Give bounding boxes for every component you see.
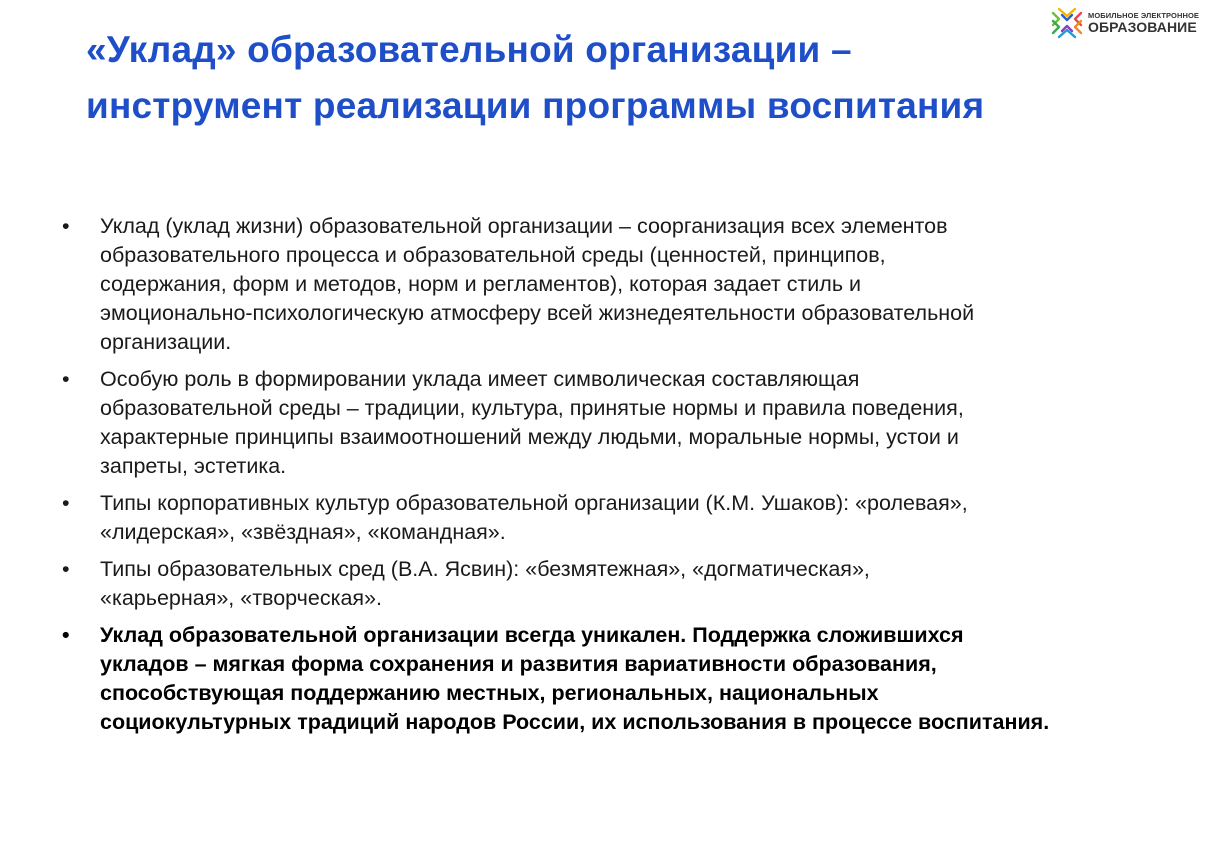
bullet-text-line: характерные принципы взаимоотношений между людьми, моральные нормы, устои и bbox=[100, 425, 959, 449]
mobile-education-logo-icon bbox=[1048, 4, 1086, 42]
bullet-marker: • bbox=[62, 557, 70, 581]
logo-caption-big: ОБРАЗОВАНИЕ bbox=[1088, 19, 1197, 35]
bullet-text-line: запреты, эстетика. bbox=[100, 454, 287, 478]
bullet-text-line: содержания, форм и методов, норм и регламентов), которая задает стиль и bbox=[100, 272, 862, 296]
bullet-marker: • bbox=[62, 214, 70, 238]
bullet-text-line: образовательной среды – традиции, культура, принятые нормы и правила поведения, bbox=[100, 396, 964, 420]
logo-caption-small: МОБИЛЬНОЕ ЭЛЕКТРОННОЕ bbox=[1088, 11, 1200, 20]
bullet-text-line: организации. bbox=[100, 330, 232, 354]
bullet-text-line: укладов – мягкая форма сохранения и развития вариативности образования, bbox=[100, 652, 937, 676]
bullet-text-line: Особую роль в формировании уклада имеет символическая составляющая bbox=[100, 367, 860, 391]
bullet-marker: • bbox=[62, 623, 70, 647]
bullet-text bbox=[100, 365, 1140, 481]
bullet-text-line: Типы корпоративных культур образовательной организации (К.М. Ушаков): «ролевая», bbox=[100, 491, 968, 515]
bullet-text-line: Типы образовательных сред (В.А. Ясвин): «безмятежная», «догматическая», bbox=[100, 557, 870, 581]
bullet-text bbox=[100, 212, 1140, 357]
bullet-text-line: Уклад образовательной организации всегда уникален. Поддержка сложившихся bbox=[100, 623, 964, 647]
brand-logo bbox=[1048, 4, 1200, 44]
bullet-list bbox=[60, 212, 1140, 745]
bullet-text bbox=[100, 489, 1140, 547]
bullet-text-line: способствующая поддержанию местных, региональных, национальных bbox=[100, 681, 879, 705]
bullet-text-line: «карьерная», «творческая». bbox=[100, 586, 382, 610]
bullet-text bbox=[100, 555, 1140, 613]
bullet-marker: • bbox=[62, 367, 70, 391]
bullet-text-line: образовательного процесса и образовательной среды (ценностей, принципов, bbox=[100, 243, 886, 267]
slide-title-line-2: инструмент реализации программы воспитания bbox=[86, 85, 985, 126]
bullet-text-line: «лидерская», «звёздная», «командная». bbox=[100, 520, 506, 544]
bullet-text-line: эмоционально-психологическую атмосферу всей жизнедеятельности образовательной bbox=[100, 301, 975, 325]
bullet-item bbox=[60, 555, 1140, 613]
slide-title bbox=[86, 22, 1066, 134]
bullet-item bbox=[60, 212, 1140, 357]
bullet-text-line: социокультурных традиций народов России, их использования в процессе воспитания. bbox=[100, 710, 1050, 734]
bullet-text bbox=[100, 621, 1140, 737]
bullet-marker: • bbox=[62, 491, 70, 515]
bullet-item bbox=[60, 365, 1140, 481]
bullet-text-line: Уклад (уклад жизни) образовательной организации – соорганизация всех элементов bbox=[100, 214, 948, 238]
bullet-item bbox=[60, 621, 1140, 737]
slide-title-line-1: «Уклад» образовательной организации – bbox=[86, 29, 852, 70]
bullet-item bbox=[60, 489, 1140, 547]
